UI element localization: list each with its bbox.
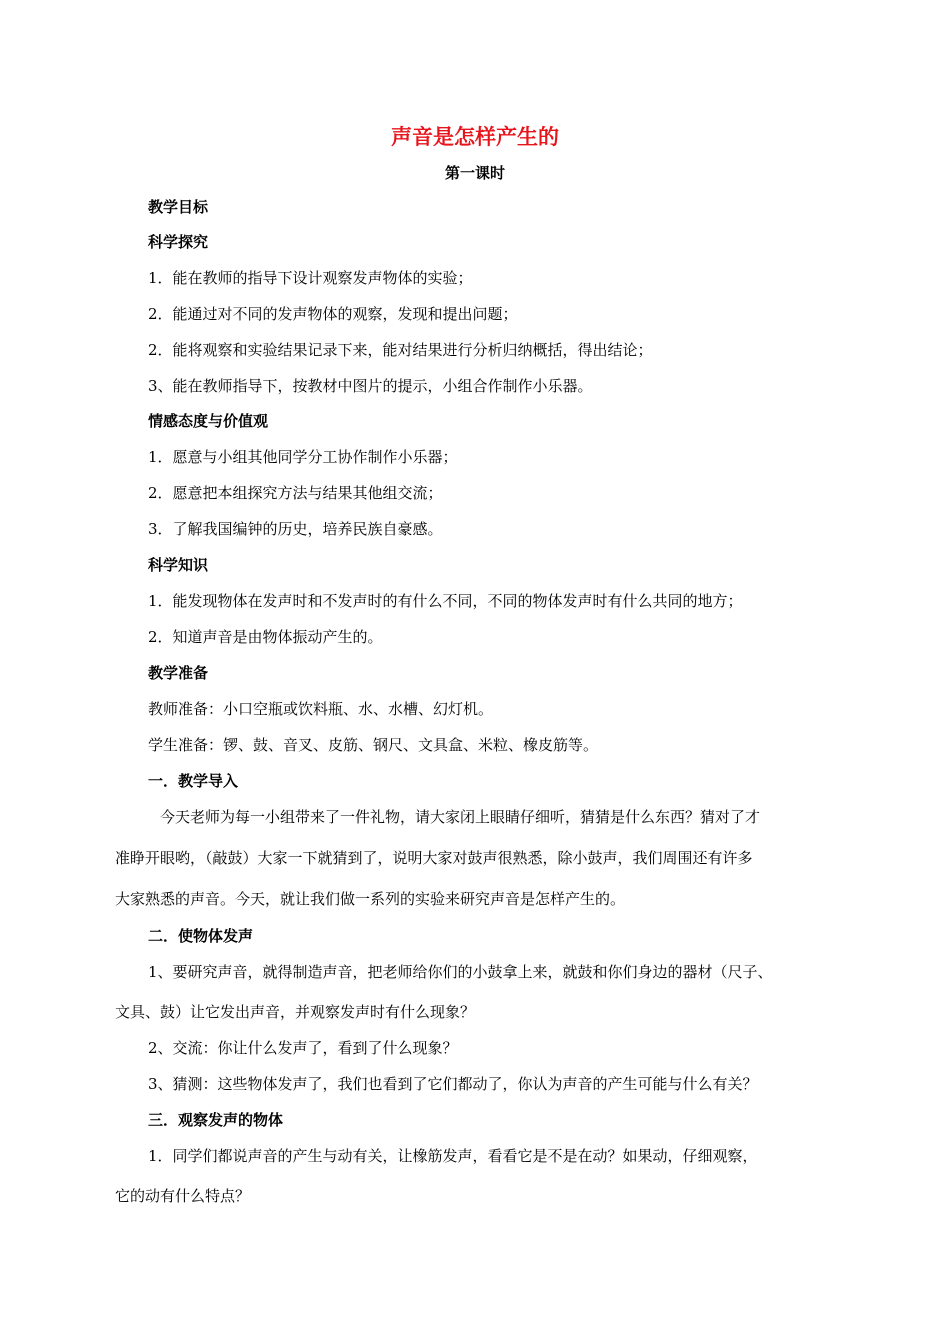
paragraph-line: 2、交流：你让什么发声了，看到了什么现象？ (148, 1039, 458, 1057)
document-title: 声音是怎样产生的 (391, 125, 559, 149)
paragraph-line: 1．能发现物体在发声时和不发声时的有什么不同，不同的物体发声时有什么共同的地方； (148, 592, 743, 610)
paragraph-line: 学生准备：锣、鼓、音叉、皮筋、钢尺、文具盒、米粒、橡皮筋等。 (148, 736, 599, 754)
paragraph-line: 2．能通过对不同的发声物体的观察，发现和提出问题； (148, 305, 518, 323)
heading-science-inquiry: 科学探究 (148, 233, 209, 251)
heading-teaching-prep: 教学准备 (148, 664, 209, 682)
paragraph-line: 2．能将观察和实验结果记录下来，能对结果进行分析归纳概括，得出结论； (148, 341, 653, 359)
paragraph-line: 它的动有什么特点？ (115, 1187, 251, 1205)
paragraph-line: 1、要研究声音，就得制造声音，把老师给你们的小鼓拿上来，就鼓和你们身边的器材（尺子、 (148, 963, 773, 981)
paragraph-line: 1．同学们都说声音的产生与动有关，让橡筋发声，看看它是不是在动？如果动，仔细观察， (148, 1147, 758, 1165)
paragraph-line: 1．愿意与小组其他同学分工协作制作小乐器； (148, 448, 458, 466)
heading-section-2: 二．使物体发声 (148, 927, 254, 945)
paragraph-line: 3．了解我国编钟的历史，培养民族自豪感。 (148, 520, 443, 538)
paragraph-line: 1．能在教师的指导下设计观察发声物体的实验； (148, 269, 473, 287)
heading-section-1: 一．教学导入 (148, 772, 239, 790)
heading-section-3: 三．观察发声的物体 (148, 1111, 284, 1129)
paragraph-line: 准睁开眼哟，（敲鼓）大家一下就猜到了，说明大家对鼓声很熟悉，除小鼓声，我们周围还有许多 (115, 849, 753, 867)
paragraph-line: 3、能在教师指导下，按教材中图片的提示，小组合作制作小乐器。 (148, 377, 593, 395)
paragraph-line: 2．愿意把本组探究方法与结果其他组交流； (148, 484, 443, 502)
heading-science-knowledge: 科学知识 (148, 556, 209, 574)
paragraph-line: 大家熟悉的声音。今天，就让我们做一系列的实验来研究声音是怎样产生的。 (115, 890, 626, 908)
heading-emotion-values: 情感态度与价值观 (148, 412, 269, 430)
paragraph-line: 教师准备：小口空瓶或饮料瓶、水、水槽、幻灯机。 (148, 700, 494, 718)
paragraph-line: 今天老师为每一小组带来了一件礼物，请大家闭上眼睛仔细听，猜猜是什么东西？猜对了才 (160, 808, 761, 826)
paragraph-line: 3、猜测：这些物体发声了，我们也看到了它们都动了，你认为声音的产生可能与什么有关？ (148, 1075, 758, 1093)
paragraph-line: 文具、鼓）让它发出声音，并观察发声时有什么现象？ (115, 1003, 476, 1021)
document-subtitle: 第一课时 (444, 164, 505, 182)
heading-teaching-goals: 教学目标 (148, 198, 209, 216)
paragraph-line: 2．知道声音是由物体振动产生的。 (148, 628, 383, 646)
